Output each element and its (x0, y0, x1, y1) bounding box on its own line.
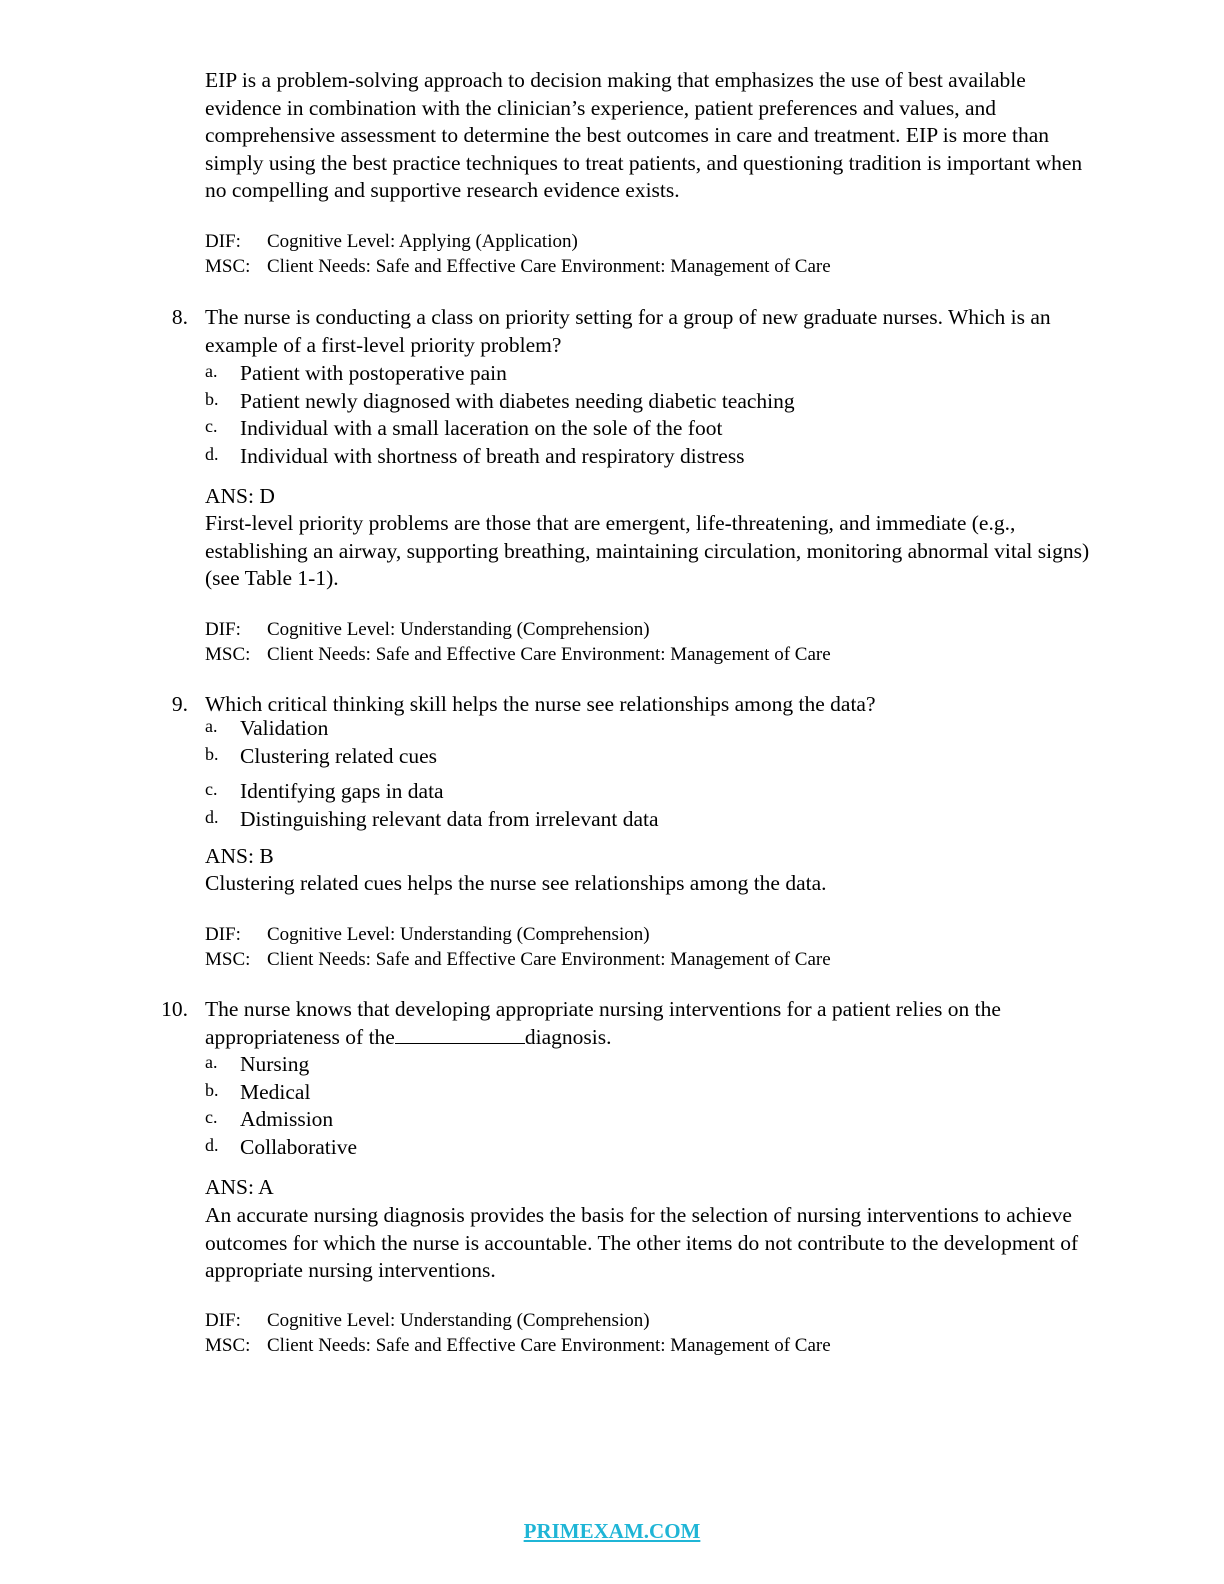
q9-option-c[interactable] (205, 778, 1105, 806)
q10-stem-before: The nurse knows that developing appropriate nursing interventions for a patient relies on the appropriateness of the (205, 997, 1001, 1049)
option-letter: c. (205, 1107, 218, 1127)
q8-option-a[interactable] (205, 360, 1105, 388)
option-text: Collaborative (240, 1134, 358, 1159)
q9-answer: ANS: B (205, 844, 274, 868)
option-letter: d. (205, 1134, 219, 1155)
option-text: Distinguishing relevant data from irrelevant data (240, 806, 659, 831)
dif-value: Cognitive Level: Applying (Application) (267, 231, 578, 252)
q10-option-b[interactable] (205, 1079, 1105, 1107)
option-letter: d. (205, 443, 219, 464)
option-text: Patient with postoperative pain (240, 361, 507, 385)
option-letter: c. (205, 779, 218, 799)
option-text: Validation (240, 716, 329, 740)
q8-option-c[interactable] (205, 415, 1105, 443)
msc-label: MSC: (205, 1335, 251, 1356)
q10-stem (205, 996, 1105, 1051)
option-text: Clustering related cues (240, 743, 438, 768)
footer-link[interactable]: PRIMEXAM.COM (523, 1519, 701, 1543)
option-letter: b. (205, 388, 219, 409)
dif-label: DIF: (205, 924, 241, 945)
q7-msc (205, 254, 1105, 279)
q8-answer: ANS: D (205, 484, 275, 508)
q10-answer: ANS: A (205, 1175, 274, 1199)
option-text: Admission (240, 1107, 334, 1131)
fill-in-blank (395, 1025, 525, 1044)
dif-value: Cognitive Level: Understanding (Comprehension) (267, 619, 650, 640)
dif-value: Cognitive Level: Understanding (Comprehension) (267, 924, 650, 945)
msc-label: MSC: (205, 949, 251, 970)
q9-option-d[interactable] (205, 806, 1105, 834)
msc-value: Client Needs: Safe and Effective Care Environment: Management of Care (267, 644, 831, 665)
q7-rationale: EIP is a problem-solving approach to decision making that emphasizes the use of best available evidence in combination with the clinician’s experience, patient preferences and values, and comprehensive assessment to determine the best outcomes in care and treatment. EIP is more than simply using the best practice techniques to treat patients, and questioning tradition is important when no compelling and supportive research evidence exists. (205, 68, 1083, 202)
q8-rationale: First-level priority problems are those that are emergent, life-threatening, and immediate (e.g., establishing an airway, supporting breathing, maintaining circulation, monitoring abnormal vital signs) (see Table 1-1). (205, 511, 1090, 590)
q8-stem: The nurse is conducting a class on priority setting for a group of new graduate nurses. Which is an example of a first-level priority problem? (205, 305, 1051, 357)
dif-label: DIF: (205, 1310, 241, 1331)
msc-label: MSC: (205, 256, 251, 277)
option-letter: a. (205, 361, 218, 381)
q10-msc (205, 1333, 1105, 1358)
q9-stem: Which critical thinking skill helps the nurse see relationships among the data? (205, 692, 876, 716)
option-text: Individual with shortness of breath and respiratory distress (240, 443, 745, 468)
msc-value: Client Needs: Safe and Effective Care Environment: Management of Care (267, 1335, 831, 1356)
option-letter: a. (205, 716, 218, 736)
q7-dif (205, 229, 1105, 254)
q8-option-b[interactable] (205, 388, 1105, 416)
option-text: Medical (240, 1079, 311, 1104)
option-text: Identifying gaps in data (240, 779, 444, 803)
q10-options (205, 1051, 1105, 1161)
q9-msc (205, 947, 1105, 972)
msc-value: Client Needs: Safe and Effective Care Environment: Management of Care (267, 256, 831, 277)
option-letter: b. (205, 743, 219, 764)
q8-msc (205, 642, 1105, 667)
q8-number: 8. (171, 305, 188, 329)
q10-stem-after: diagnosis. (524, 1024, 612, 1049)
q10-dif (205, 1308, 1105, 1333)
q8-options (205, 360, 1105, 470)
option-letter: b. (205, 1079, 219, 1100)
q9-options (205, 715, 1105, 833)
q9-rationale: Clustering related cues helps the nurse see relationships among the data. (205, 871, 827, 895)
dif-label: DIF: (205, 231, 241, 252)
q10-option-c[interactable] (205, 1106, 1105, 1134)
dif-label: DIF: (205, 619, 241, 640)
option-letter: c. (205, 416, 218, 436)
dif-value: Cognitive Level: Understanding (Comprehension) (267, 1310, 650, 1331)
msc-value: Client Needs: Safe and Effective Care Environment: Management of Care (267, 949, 831, 970)
q10-number: 10. (161, 997, 188, 1021)
option-letter: d. (205, 806, 219, 827)
q9-option-b[interactable] (205, 743, 1105, 771)
option-text: Patient newly diagnosed with diabetes needing diabetic teaching (240, 388, 795, 413)
msc-label: MSC: (205, 644, 251, 665)
option-letter: a. (205, 1052, 218, 1072)
q9-number: 9. (171, 692, 188, 716)
q9-option-a[interactable] (205, 715, 1105, 743)
q8-dif (205, 617, 1105, 642)
q9-dif (205, 922, 1105, 947)
q10-rationale: An accurate nursing diagnosis provides the basis for the selection of nursing interventions to achieve outcomes for which the nurse is accountable. The other items do not contribute to the development of appropriate nursing interventions. (205, 1203, 1079, 1282)
q8-option-d[interactable] (205, 443, 1105, 471)
q10-option-a[interactable] (205, 1051, 1105, 1079)
option-text: Individual with a small laceration on the sole of the foot (240, 416, 723, 440)
option-text: Nursing (240, 1052, 310, 1076)
q10-option-d[interactable] (205, 1134, 1105, 1162)
